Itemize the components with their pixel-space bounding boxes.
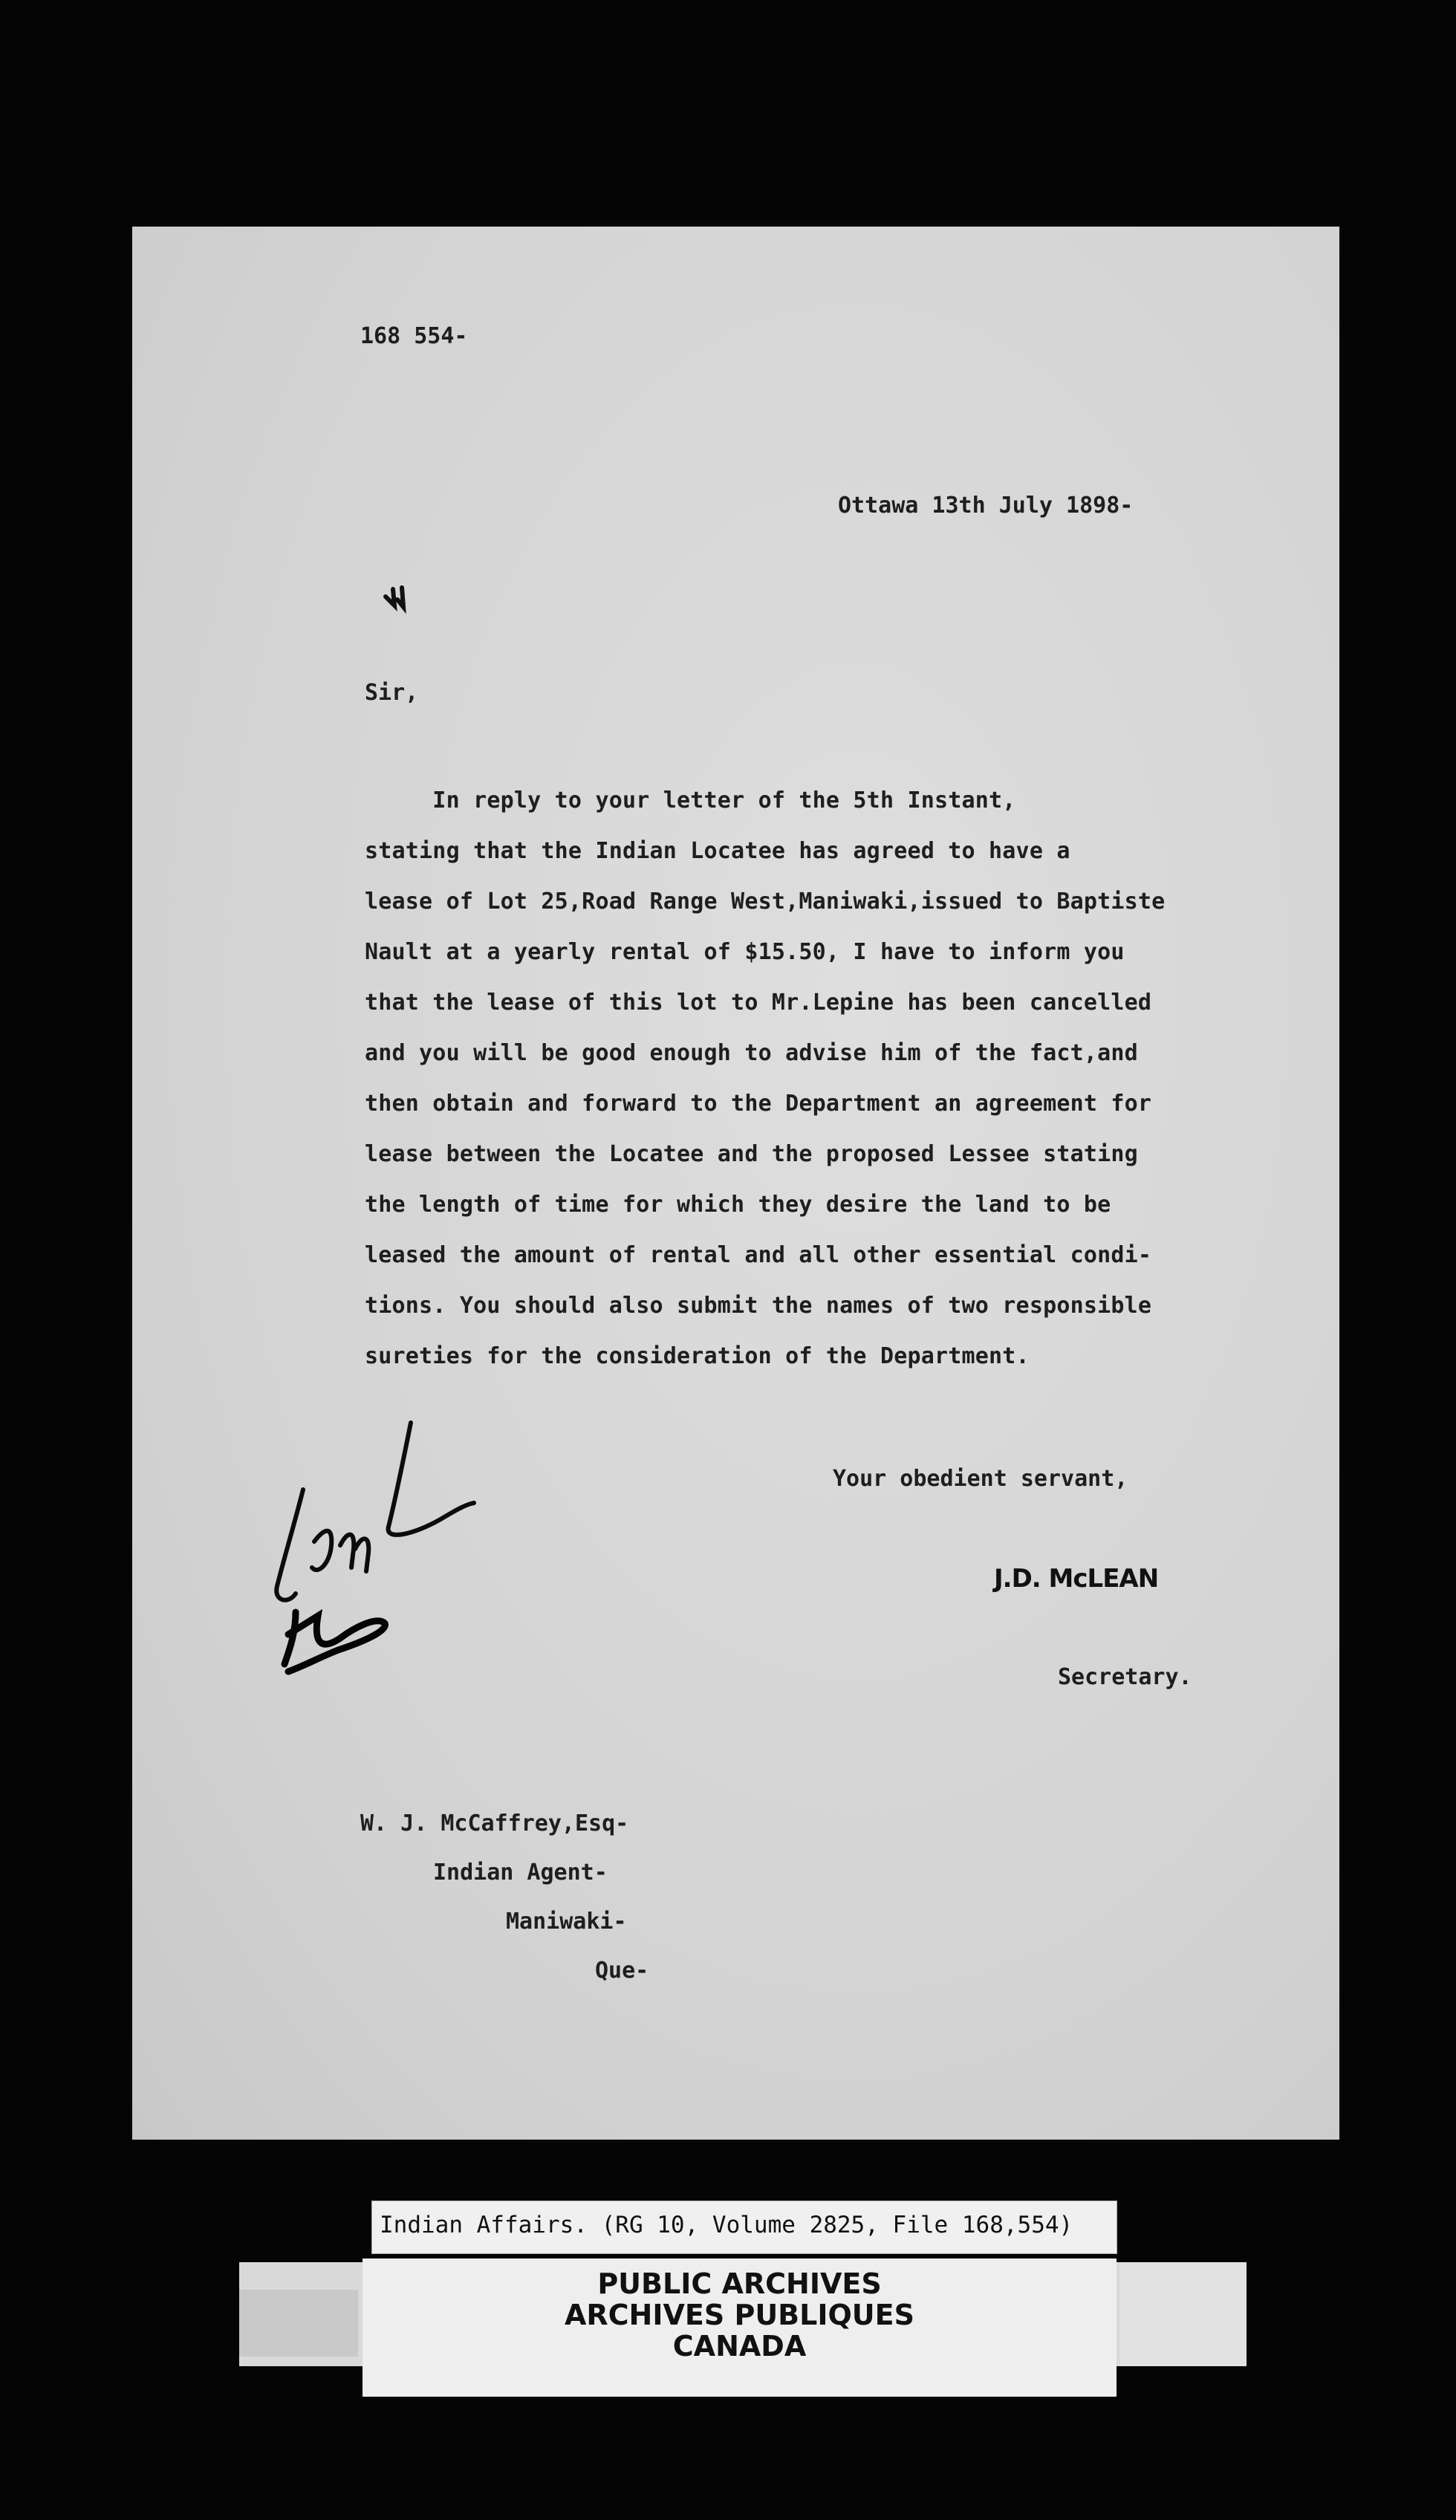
handwritten-initials [244,1415,511,1772]
body-line: and you will be good enough to advise him of the fact,and [365,1040,1138,1066]
addressee-position: Indian Agent- [433,1860,608,1886]
body-line: lease between the Locatee and the proposed Lessee stating [365,1141,1138,1167]
addressee-town: Maniwaki- [506,1909,627,1935]
body-line: then obtain and forward to the Department an agreement for [365,1091,1152,1117]
handwritten-tick-mark [381,574,411,619]
complimentary-closing: Your obedient servant, [833,1466,1128,1492]
archive-stamp-line-3: CANADA [672,2330,807,2362]
date-line: Ottawa 13th July 1898- [838,493,1134,519]
body-line: In reply to your letter of the 5th Instant, [365,788,1016,814]
archive-reference-text: Indian Affairs. (RG 10, Volume 2825, File 168,554) [380,2212,1073,2238]
body-line: sureties for the consideration of the Department. [365,1343,1030,1369]
archive-stamp-line-1: PUBLIC ARCHIVES [597,2267,882,2300]
archive-stamp-edge [1120,2262,1247,2366]
addressee-province: Que- [595,1958,649,1984]
body-line: stating that the Indian Locatee has agreed to have a [365,838,1070,864]
addressee-name: W. J. McCaffrey,Esq- [360,1811,629,1837]
file-reference-number: 168 554- [360,323,468,349]
body-line: that the lease of this lot to Mr.Lepine has been cancelled [365,990,1152,1016]
signer-title: Secretary. [1058,1664,1192,1690]
signature-stamp: J.D. McLEAN [994,1564,1159,1594]
body-line: tions. You should also submit the names of two responsible [365,1293,1152,1319]
body-line: the length of time for which they desire the land to be [365,1192,1111,1218]
letter-page [132,227,1339,2140]
body-line: Nault at a yearly rental of $15.50, I have to inform you [365,939,1125,965]
archive-reference-label [371,2201,1117,2254]
body-line: leased the amount of rental and all other essential condi- [365,1242,1152,1268]
archive-stamp-line-2: ARCHIVES PUBLIQUES [565,2299,914,2331]
body-line: lease of Lot 25,Road Range West,Maniwaki,issued to Baptiste [365,889,1166,915]
salutation: Sir, [365,680,419,706]
archive-stamp-shade [239,2290,358,2357]
